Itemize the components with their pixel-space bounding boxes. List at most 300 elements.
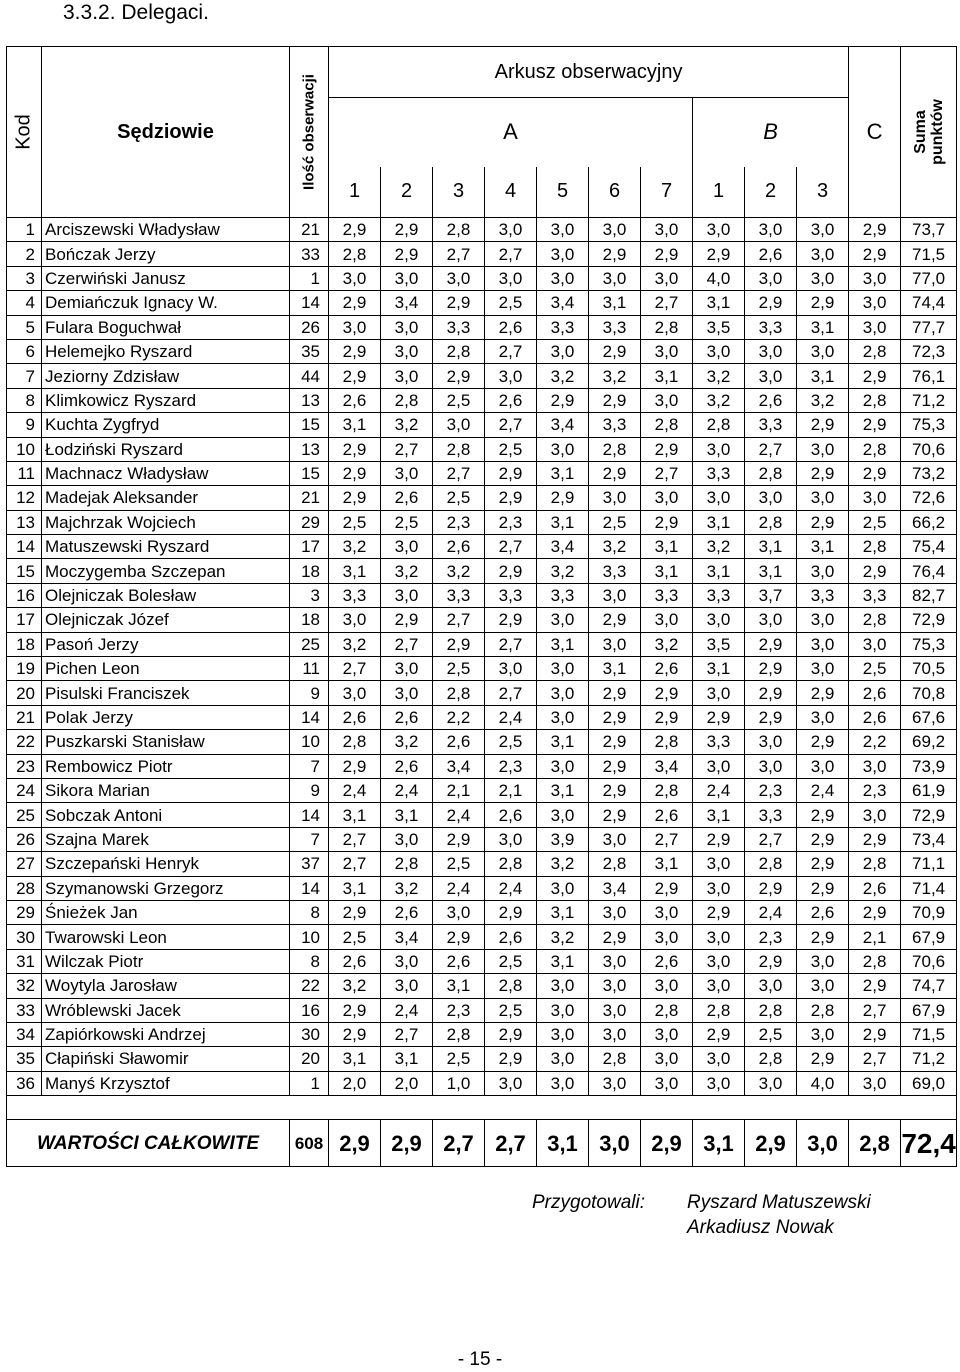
- score-cell: 1,0: [433, 1071, 485, 1095]
- score-cell: 3,2: [589, 535, 641, 559]
- row-kod: 1: [7, 218, 42, 242]
- observation-count: 14: [290, 803, 329, 827]
- observation-count: 22: [290, 974, 329, 998]
- score-cell: 2,9: [849, 218, 901, 242]
- score-cell: 3,0: [537, 657, 589, 681]
- score-cell: 2,9: [329, 998, 381, 1022]
- score-cell: 2,9: [693, 705, 745, 729]
- score-cell: 3,3: [537, 583, 589, 607]
- score-cell: 2,9: [589, 730, 641, 754]
- totals-score: 2,9: [381, 1120, 433, 1167]
- score-cell: 3,0: [329, 681, 381, 705]
- score-cell: 2,5: [329, 510, 381, 534]
- score-cell: 2,5: [745, 1022, 797, 1046]
- score-cell: 3,4: [537, 535, 589, 559]
- score-cell: 3,0: [433, 413, 485, 437]
- score-cell: 2,9: [433, 364, 485, 388]
- header-group-b: B: [693, 98, 849, 167]
- observation-count: 37: [290, 852, 329, 876]
- score-cell: 2,7: [485, 535, 537, 559]
- score-cell: 3,0: [433, 266, 485, 290]
- row-kod: 36: [7, 1071, 42, 1095]
- score-cell: 3,3: [589, 559, 641, 583]
- score-cell: 3,0: [537, 608, 589, 632]
- score-cell: 2,9: [589, 778, 641, 802]
- score-cell: 2,9: [849, 559, 901, 583]
- subheader-a: 5: [537, 167, 589, 218]
- judge-name: Kuchta Zygfryd: [42, 413, 290, 437]
- table-row: [7, 827, 957, 851]
- score-cell: 3,0: [797, 559, 849, 583]
- score-cell: 2,4: [381, 998, 433, 1022]
- header-kod: Kod: [7, 47, 42, 218]
- score-cell: 2,8: [693, 413, 745, 437]
- score-cell: 3,0: [797, 754, 849, 778]
- score-cell: 3,0: [797, 437, 849, 461]
- score-cell: 2,7: [485, 681, 537, 705]
- table-row: [7, 388, 957, 412]
- score-cell: 3,0: [745, 1071, 797, 1095]
- score-cell: 3,0: [381, 315, 433, 339]
- score-cell: 2,9: [485, 608, 537, 632]
- score-cell: 2,6: [381, 900, 433, 924]
- table-row: [7, 852, 957, 876]
- score-cell: 2,3: [849, 778, 901, 802]
- score-cell: 3,0: [537, 218, 589, 242]
- score-cell: 3,0: [589, 974, 641, 998]
- score-cell: 3,0: [381, 339, 433, 363]
- score-cell: 2,8: [329, 730, 381, 754]
- score-cell: 2,7: [485, 242, 537, 266]
- score-cell: 3,0: [693, 925, 745, 949]
- score-cell: 3,0: [589, 949, 641, 973]
- score-cell: 3,3: [745, 315, 797, 339]
- sum-cell: 70,5: [901, 657, 957, 681]
- score-cell: 2,8: [589, 852, 641, 876]
- separator-row: [7, 1096, 957, 1120]
- score-cell: 2,6: [381, 705, 433, 729]
- score-cell: 3,0: [849, 291, 901, 315]
- score-cell: 3,1: [641, 535, 693, 559]
- score-cell: 2,3: [485, 510, 537, 534]
- score-cell: 3,0: [381, 364, 433, 388]
- score-cell: 3,0: [537, 1071, 589, 1095]
- score-cell: 3,0: [641, 486, 693, 510]
- sum-cell: 67,6: [901, 705, 957, 729]
- header-sheet: Arkusz obserwacyjny: [329, 47, 849, 98]
- observation-count: 8: [290, 900, 329, 924]
- observation-count: 15: [290, 413, 329, 437]
- score-cell: 2,8: [485, 852, 537, 876]
- score-cell: 3,0: [745, 266, 797, 290]
- score-cell: 2,6: [329, 388, 381, 412]
- observation-count: 13: [290, 437, 329, 461]
- score-cell: 2,3: [433, 510, 485, 534]
- score-cell: 2,9: [849, 827, 901, 851]
- score-cell: 3,1: [537, 510, 589, 534]
- score-cell: 3,0: [797, 705, 849, 729]
- totals-sum: 72,4: [901, 1120, 957, 1167]
- score-cell: 2,5: [485, 949, 537, 973]
- score-cell: 2,8: [485, 974, 537, 998]
- subheader-a: 6: [589, 167, 641, 218]
- score-cell: 2,4: [381, 778, 433, 802]
- row-kod: 23: [7, 754, 42, 778]
- score-cell: 2,6: [329, 705, 381, 729]
- score-cell: 3,0: [641, 218, 693, 242]
- score-cell: 2,6: [485, 803, 537, 827]
- score-cell: 3,0: [641, 608, 693, 632]
- table-row: [7, 681, 957, 705]
- row-kod: 14: [7, 535, 42, 559]
- row-kod: 12: [7, 486, 42, 510]
- judge-name: Olejniczak Bolesław: [42, 583, 290, 607]
- observation-count: 9: [290, 778, 329, 802]
- score-cell: 2,9: [589, 388, 641, 412]
- judge-name: Woytyla Jarosław: [42, 974, 290, 998]
- score-cell: 2,9: [693, 900, 745, 924]
- score-cell: 2,9: [329, 1022, 381, 1046]
- judge-name: Polak Jerzy: [42, 705, 290, 729]
- table-row: [7, 583, 957, 607]
- table-row: [7, 998, 957, 1022]
- score-cell: 3,0: [797, 608, 849, 632]
- judge-name: Wilczak Piotr: [42, 949, 290, 973]
- score-cell: 3,0: [537, 339, 589, 363]
- score-cell: 2,9: [537, 388, 589, 412]
- score-cell: 3,0: [537, 1022, 589, 1046]
- score-cell: 3,0: [745, 754, 797, 778]
- score-cell: 2,9: [745, 291, 797, 315]
- score-cell: 2,6: [745, 242, 797, 266]
- score-cell: 2,9: [589, 705, 641, 729]
- score-cell: 2,7: [849, 1047, 901, 1071]
- sum-cell: 75,3: [901, 413, 957, 437]
- sum-cell: 69,0: [901, 1071, 957, 1095]
- sum-cell: 77,0: [901, 266, 957, 290]
- score-cell: 2,9: [693, 827, 745, 851]
- row-kod: 9: [7, 413, 42, 437]
- score-cell: 3,0: [849, 486, 901, 510]
- score-cell: 2,9: [589, 339, 641, 363]
- score-cell: 2,8: [745, 1047, 797, 1071]
- totals-count: 608: [290, 1120, 329, 1167]
- score-cell: 2,9: [745, 705, 797, 729]
- score-cell: 2,8: [641, 413, 693, 437]
- score-cell: 2,9: [589, 754, 641, 778]
- totals-score: 2,9: [641, 1120, 693, 1167]
- observation-count: 30: [290, 1022, 329, 1046]
- observation-count: 21: [290, 218, 329, 242]
- score-cell: 2,5: [433, 1047, 485, 1071]
- score-cell: 2,8: [849, 949, 901, 973]
- score-cell: 2,9: [589, 242, 641, 266]
- score-cell: 3,0: [485, 657, 537, 681]
- score-cell: 4,0: [797, 1071, 849, 1095]
- score-cell: 3,0: [693, 437, 745, 461]
- score-cell: 2,9: [797, 876, 849, 900]
- score-cell: 2,9: [381, 242, 433, 266]
- score-cell: 3,0: [433, 900, 485, 924]
- score-cell: 2,8: [745, 852, 797, 876]
- score-cell: 3,0: [849, 632, 901, 656]
- score-cell: 3,0: [641, 339, 693, 363]
- score-cell: 2,9: [693, 242, 745, 266]
- score-cell: 3,3: [693, 461, 745, 485]
- judge-name: Pasoń Jerzy: [42, 632, 290, 656]
- totals-score: 2,7: [433, 1120, 485, 1167]
- score-cell: 3,2: [381, 730, 433, 754]
- score-cell: 2,5: [485, 730, 537, 754]
- observation-count: 35: [290, 339, 329, 363]
- score-cell: 2,7: [381, 1022, 433, 1046]
- row-kod: 11: [7, 461, 42, 485]
- table-row: [7, 266, 957, 290]
- score-cell: 2,4: [433, 876, 485, 900]
- score-cell: 2,8: [745, 510, 797, 534]
- score-cell: 3,0: [381, 583, 433, 607]
- score-cell: 3,1: [329, 413, 381, 437]
- header-sum: Suma punktów: [901, 47, 957, 218]
- score-cell: 2,7: [433, 242, 485, 266]
- score-cell: 2,4: [797, 778, 849, 802]
- score-cell: 2,9: [797, 681, 849, 705]
- observation-count: 44: [290, 364, 329, 388]
- judge-name: Matuszewski Ryszard: [42, 535, 290, 559]
- score-cell: 3,1: [589, 291, 641, 315]
- score-cell: 3,0: [641, 1047, 693, 1071]
- score-cell: 2,9: [745, 632, 797, 656]
- score-cell: 2,9: [849, 242, 901, 266]
- score-cell: 2,7: [329, 827, 381, 851]
- score-cell: 2,8: [693, 998, 745, 1022]
- score-cell: 2,9: [589, 803, 641, 827]
- table-row: [7, 754, 957, 778]
- header-c: C: [849, 47, 901, 218]
- score-cell: 2,6: [641, 949, 693, 973]
- score-cell: 3,1: [381, 1047, 433, 1071]
- score-cell: 2,5: [433, 486, 485, 510]
- score-cell: 2,9: [329, 218, 381, 242]
- score-cell: 3,0: [641, 1022, 693, 1046]
- sum-cell: 66,2: [901, 510, 957, 534]
- score-cell: 2,4: [433, 803, 485, 827]
- row-kod: 29: [7, 900, 42, 924]
- score-cell: 3,2: [329, 535, 381, 559]
- score-cell: 3,0: [797, 1022, 849, 1046]
- sum-cell: 67,9: [901, 998, 957, 1022]
- row-kod: 27: [7, 852, 42, 876]
- observation-count: 13: [290, 388, 329, 412]
- table-row: [7, 949, 957, 973]
- score-cell: 2,5: [485, 437, 537, 461]
- score-cell: 2,6: [381, 486, 433, 510]
- score-cell: 3,1: [537, 461, 589, 485]
- score-cell: 3,2: [537, 852, 589, 876]
- table-row: [7, 242, 957, 266]
- score-cell: 2,7: [329, 852, 381, 876]
- judge-name: Helemejko Ryszard: [42, 339, 290, 363]
- score-cell: 3,0: [641, 388, 693, 412]
- score-cell: 2,4: [485, 876, 537, 900]
- score-cell: 2,3: [433, 998, 485, 1022]
- row-kod: 7: [7, 364, 42, 388]
- score-cell: 2,8: [641, 998, 693, 1022]
- score-cell: 3,0: [797, 339, 849, 363]
- score-cell: 2,8: [641, 730, 693, 754]
- score-cell: 3,9: [537, 827, 589, 851]
- score-cell: 2,7: [849, 998, 901, 1022]
- row-kod: 15: [7, 559, 42, 583]
- score-cell: 3,2: [589, 364, 641, 388]
- score-cell: 3,0: [537, 974, 589, 998]
- score-cell: 3,0: [745, 339, 797, 363]
- score-cell: 3,2: [329, 632, 381, 656]
- judge-name: Puszkarski Stanisław: [42, 730, 290, 754]
- score-cell: 2,6: [433, 949, 485, 973]
- observation-count: 18: [290, 559, 329, 583]
- score-cell: 3,0: [381, 681, 433, 705]
- score-cell: 2,8: [745, 998, 797, 1022]
- score-cell: 3,0: [485, 218, 537, 242]
- score-cell: 3,1: [797, 364, 849, 388]
- score-cell: 2,9: [329, 900, 381, 924]
- totals-score: 2,7: [485, 1120, 537, 1167]
- score-cell: 2,9: [433, 291, 485, 315]
- totals-score: 2,9: [329, 1120, 381, 1167]
- score-cell: 3,0: [849, 754, 901, 778]
- judge-name: Moczygemba Szczepan: [42, 559, 290, 583]
- score-cell: 3,0: [797, 974, 849, 998]
- sum-cell: 73,9: [901, 754, 957, 778]
- sum-cell: 71,2: [901, 1047, 957, 1071]
- score-cell: 3,0: [693, 218, 745, 242]
- score-cell: 3,1: [745, 559, 797, 583]
- score-cell: 2,9: [485, 559, 537, 583]
- sum-cell: 74,7: [901, 974, 957, 998]
- score-cell: 3,3: [589, 413, 641, 437]
- row-kod: 4: [7, 291, 42, 315]
- score-cell: 3,2: [693, 535, 745, 559]
- totals-score: 3,1: [693, 1120, 745, 1167]
- score-cell: 3,0: [641, 266, 693, 290]
- subheader-b: 2: [745, 167, 797, 218]
- score-cell: 3,1: [537, 900, 589, 924]
- row-kod: 33: [7, 998, 42, 1022]
- score-cell: 3,4: [589, 876, 641, 900]
- score-cell: 3,0: [797, 657, 849, 681]
- score-cell: 3,3: [485, 583, 537, 607]
- row-kod: 24: [7, 778, 42, 802]
- observation-count: 17: [290, 535, 329, 559]
- sum-cell: 73,2: [901, 461, 957, 485]
- preparer-name: Ryszard Matuszewski: [687, 1192, 871, 1213]
- score-cell: 2,9: [797, 461, 849, 485]
- score-cell: 2,5: [433, 388, 485, 412]
- observation-count: 14: [290, 705, 329, 729]
- sum-cell: 73,7: [901, 218, 957, 242]
- observation-count: 10: [290, 925, 329, 949]
- score-cell: 2,9: [381, 218, 433, 242]
- sum-cell: 76,1: [901, 364, 957, 388]
- sum-cell: 74,4: [901, 291, 957, 315]
- score-cell: 2,3: [745, 925, 797, 949]
- score-cell: 2,7: [433, 461, 485, 485]
- table-row: [7, 559, 957, 583]
- section-heading: 3.3.2. Delegaci.: [63, 1, 209, 24]
- row-kod: 31: [7, 949, 42, 973]
- score-cell: 2,5: [329, 925, 381, 949]
- row-kod: 34: [7, 1022, 42, 1046]
- observation-count: 21: [290, 486, 329, 510]
- score-cell: 2,9: [849, 974, 901, 998]
- sum-cell: 75,4: [901, 535, 957, 559]
- score-cell: 2,7: [381, 632, 433, 656]
- score-cell: 2,9: [745, 876, 797, 900]
- score-cell: 2,9: [641, 242, 693, 266]
- table-row: [7, 535, 957, 559]
- score-cell: 3,3: [537, 315, 589, 339]
- score-cell: 3,1: [693, 291, 745, 315]
- judge-name: Śnieżek Jan: [42, 900, 290, 924]
- table-row: [7, 803, 957, 827]
- subheader-a: 7: [641, 167, 693, 218]
- score-cell: 3,3: [641, 583, 693, 607]
- score-cell: 2,1: [849, 925, 901, 949]
- observation-count: 33: [290, 242, 329, 266]
- score-cell: 3,0: [693, 974, 745, 998]
- score-cell: 2,8: [381, 388, 433, 412]
- header-judges: Sędziowie: [42, 47, 290, 218]
- score-cell: 3,1: [537, 632, 589, 656]
- score-cell: 3,0: [797, 486, 849, 510]
- score-cell: 3,0: [745, 364, 797, 388]
- score-cell: 3,1: [537, 730, 589, 754]
- score-cell: 3,3: [745, 413, 797, 437]
- score-cell: 3,3: [589, 315, 641, 339]
- score-cell: 3,0: [537, 437, 589, 461]
- observation-count: 26: [290, 315, 329, 339]
- score-cell: 3,3: [693, 730, 745, 754]
- score-cell: 2,9: [329, 437, 381, 461]
- totals-score: 3,0: [589, 1120, 641, 1167]
- totals-score: 2,9: [745, 1120, 797, 1167]
- row-kod: 13: [7, 510, 42, 534]
- score-cell: 3,0: [537, 705, 589, 729]
- score-cell: 3,2: [537, 364, 589, 388]
- score-cell: 2,8: [849, 388, 901, 412]
- sum-cell: 69,2: [901, 730, 957, 754]
- score-cell: 2,9: [849, 364, 901, 388]
- score-cell: 2,8: [849, 852, 901, 876]
- score-cell: 3,2: [641, 632, 693, 656]
- subheader-a: 3: [433, 167, 485, 218]
- score-cell: 2,6: [433, 535, 485, 559]
- score-cell: 2,6: [641, 803, 693, 827]
- subheader-b: 1: [693, 167, 745, 218]
- sum-cell: 70,9: [901, 900, 957, 924]
- judge-name: Machnacz Władysław: [42, 461, 290, 485]
- judge-name: Majchrzak Wojciech: [42, 510, 290, 534]
- score-cell: 2,9: [485, 900, 537, 924]
- subheader-a: 1: [329, 167, 381, 218]
- sum-cell: 71,5: [901, 1022, 957, 1046]
- score-cell: 3,3: [329, 583, 381, 607]
- sum-cell: 71,2: [901, 388, 957, 412]
- score-cell: 3,4: [381, 925, 433, 949]
- score-cell: 3,1: [693, 559, 745, 583]
- score-cell: 3,1: [745, 535, 797, 559]
